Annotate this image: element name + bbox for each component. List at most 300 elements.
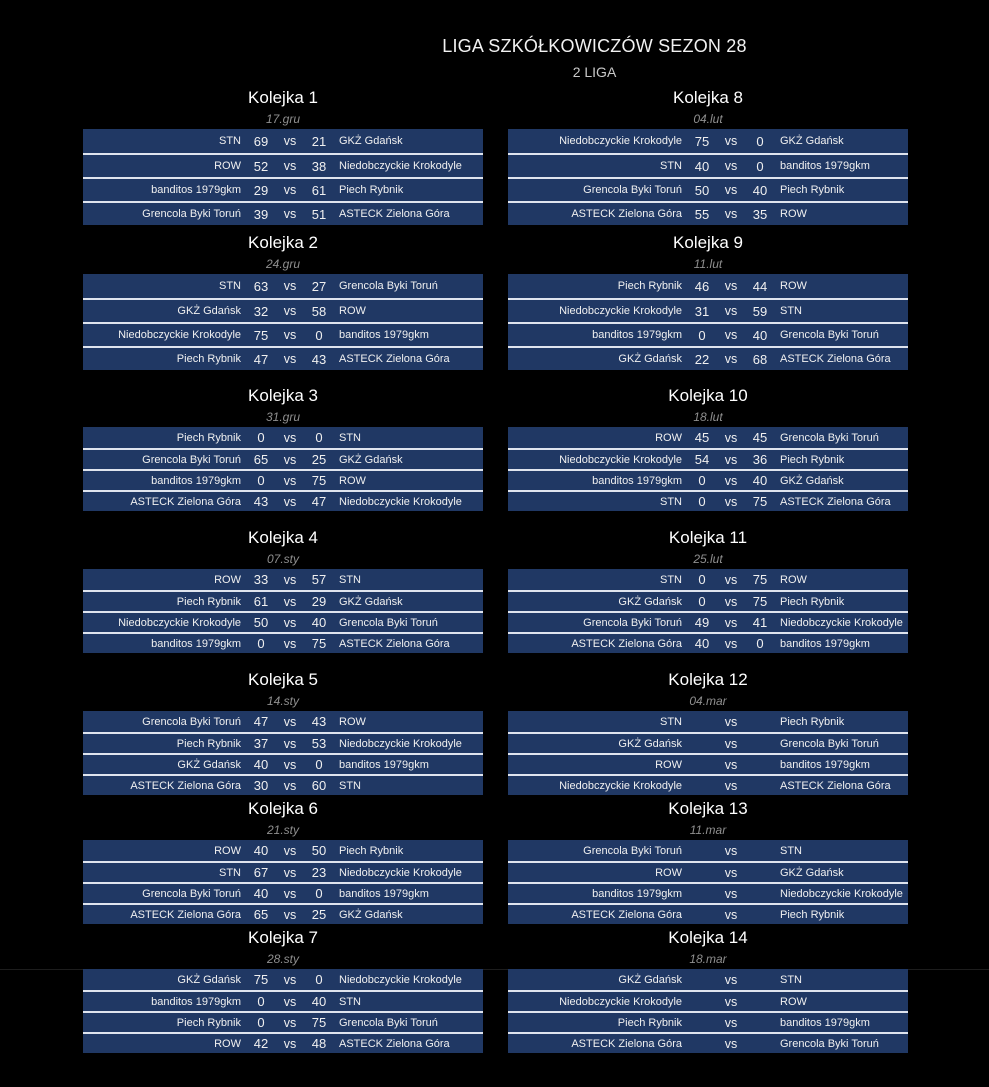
vs-label: vs — [283, 994, 297, 1009]
home-score: 0 — [698, 594, 706, 609]
away-score: 21 — [311, 133, 327, 149]
round-date: 11.lut — [693, 257, 723, 271]
away-team: Piech Rybnik — [780, 715, 845, 728]
vs-label: vs — [724, 452, 738, 467]
home-score: 40 — [253, 843, 269, 858]
page-title: LIGA SZKÓŁKOWICZÓW SEZON 28 — [442, 36, 747, 56]
match-row — [83, 711, 483, 732]
vs-label: vs — [724, 572, 738, 587]
match-row — [83, 1011, 483, 1032]
home-score: 69 — [253, 133, 269, 149]
home-score: 22 — [694, 351, 710, 367]
away-team: banditos 1979gkm — [780, 1016, 870, 1029]
away-score: 75 — [752, 494, 768, 509]
matches-table — [83, 711, 483, 795]
home-team: STN — [660, 160, 682, 172]
away-team: ASTECK Zielona Góra — [339, 353, 450, 365]
home-team: STN — [219, 866, 241, 879]
round-title: Kolejka 5 — [248, 670, 318, 689]
home-score: 29 — [253, 182, 269, 198]
away-score: 60 — [311, 778, 327, 793]
home-team: GKŻ Gdańsk — [618, 595, 682, 608]
home-score: 30 — [253, 778, 269, 793]
home-team: ASTECK Zielona Góra — [130, 908, 241, 921]
away-score: 25 — [311, 452, 327, 467]
away-score: 38 — [311, 158, 327, 174]
vs-label: vs — [283, 778, 297, 793]
home-team: ROW — [655, 758, 682, 771]
away-score: 35 — [752, 206, 768, 222]
round-title: Kolejka 12 — [668, 670, 748, 689]
vs-label: vs — [283, 183, 297, 197]
round-title: Kolejka 9 — [673, 233, 743, 252]
vs-label: vs — [283, 352, 297, 366]
home-team: STN — [660, 495, 682, 508]
home-score: 61 — [253, 594, 269, 609]
home-score: 52 — [253, 158, 269, 174]
match-row — [508, 903, 908, 924]
away-team: Niedobczyckie Krokodyle — [339, 495, 462, 508]
match-row — [83, 903, 483, 924]
away-score: 75 — [752, 572, 768, 587]
round-date: 04.mar — [689, 694, 727, 708]
home-team: Piech Rybnik — [176, 431, 241, 444]
away-team: ASTECK Zielona Góra — [339, 637, 450, 650]
home-team: Niedobczyckie Krokodyle — [559, 453, 682, 466]
away-team: banditos 1979gkm — [339, 887, 429, 900]
home-team: GKŻ Gdańsk — [618, 973, 682, 986]
matches-table — [83, 129, 483, 225]
round-title: Kolejka 11 — [668, 528, 748, 547]
match-row — [83, 774, 483, 795]
home-team: Niedobczyckie Krokodyle — [118, 616, 241, 629]
match-row — [83, 969, 483, 990]
match-row — [508, 201, 908, 225]
home-team: Grencola Byki Toruń — [583, 844, 682, 857]
vs-label: vs — [283, 159, 297, 173]
away-team: banditos 1979gkm — [780, 758, 870, 771]
away-team: ROW — [339, 474, 366, 487]
home-score: 54 — [694, 452, 710, 467]
away-team: ROW — [780, 573, 807, 586]
vs-label: vs — [283, 134, 297, 148]
home-team: Grencola Byki Toruń — [142, 887, 241, 900]
match-row — [83, 448, 483, 469]
matches-table — [83, 840, 483, 924]
home-team: ASTECK Zielona Góra — [571, 1037, 682, 1050]
home-team: ASTECK Zielona Góra — [130, 495, 241, 508]
away-team: GKŻ Gdańsk — [780, 135, 844, 147]
away-score: 0 — [315, 757, 323, 772]
vs-label: vs — [283, 207, 297, 221]
away-team: ASTECK Zielona Góra — [780, 353, 891, 365]
match-row — [508, 322, 908, 346]
away-score: 40 — [752, 182, 768, 198]
away-score: 48 — [311, 1036, 327, 1051]
vs-label: vs — [724, 430, 738, 445]
home-team: ROW — [214, 573, 241, 586]
away-score: 25 — [311, 907, 327, 922]
home-score: 50 — [694, 182, 710, 198]
away-team: Piech Rybnik — [780, 595, 845, 608]
away-score: 40 — [311, 994, 327, 1009]
home-team: ASTECK Zielona Góra — [130, 779, 241, 792]
round-title: Kolejka 3 — [248, 386, 318, 405]
away-score: 51 — [311, 206, 327, 222]
home-score: 42 — [253, 1036, 269, 1051]
matches-table — [83, 969, 483, 1053]
match-row — [83, 427, 483, 448]
away-score: 40 — [752, 473, 768, 488]
vs-label: vs — [283, 757, 297, 772]
match-row — [83, 990, 483, 1011]
match-row — [508, 469, 908, 490]
away-team: Grencola Byki Toruń — [339, 280, 438, 292]
matches-table — [83, 274, 483, 370]
away-score: 47 — [311, 494, 327, 509]
away-score: 58 — [311, 303, 327, 319]
away-team: Grencola Byki Toruń — [339, 1016, 438, 1029]
away-team: Grencola Byki Toruń — [339, 616, 438, 629]
vs-label: vs — [724, 159, 738, 173]
home-team: Niedobczyckie Krokodyle — [559, 305, 682, 317]
away-team: Niedobczyckie Krokodyle — [780, 887, 903, 900]
home-team: banditos 1979gkm — [592, 887, 682, 900]
round-title: Kolejka 13 — [668, 799, 748, 818]
vs-label: vs — [283, 615, 297, 630]
round-date: 07.sty — [266, 552, 299, 566]
round-title: Kolejka 14 — [668, 928, 748, 947]
home-team: STN — [660, 573, 682, 586]
match-row — [508, 129, 908, 153]
home-score: 0 — [257, 1015, 265, 1030]
matches-table — [508, 711, 908, 795]
home-team: banditos 1979gkm — [151, 474, 241, 487]
round-date: 24.gru — [265, 257, 301, 271]
home-team: Piech Rybnik — [617, 1016, 682, 1029]
vs-label: vs — [724, 757, 738, 772]
home-team: ASTECK Zielona Góra — [571, 637, 682, 650]
match-row — [83, 490, 483, 511]
home-score: 0 — [257, 430, 265, 445]
home-score: 67 — [253, 865, 269, 880]
match-row — [508, 1011, 908, 1032]
home-team: STN — [219, 280, 241, 292]
away-team: ASTECK Zielona Góra — [780, 495, 891, 508]
home-score: 50 — [253, 615, 269, 630]
away-score: 0 — [756, 133, 764, 149]
round-block-11 — [508, 527, 908, 653]
home-team: Piech Rybnik — [176, 353, 241, 365]
away-score: 36 — [752, 452, 768, 467]
match-row — [508, 274, 908, 298]
away-team: GKŻ Gdańsk — [339, 595, 403, 608]
round-date: 25.lut — [693, 552, 723, 566]
round-date: 17.gru — [265, 112, 301, 126]
home-score: 40 — [253, 757, 269, 772]
vs-label: vs — [724, 594, 738, 609]
home-score: 0 — [257, 636, 265, 651]
away-score: 0 — [756, 636, 764, 651]
round-block-9 — [508, 232, 908, 370]
round-date: 11.mar — [689, 823, 727, 837]
vs-label: vs — [283, 843, 297, 858]
vs-label: vs — [283, 714, 297, 729]
away-team: banditos 1979gkm — [339, 329, 429, 341]
matches-table — [508, 427, 908, 511]
home-team: Piech Rybnik — [176, 1016, 241, 1029]
match-row — [83, 569, 483, 590]
match-row — [83, 153, 483, 177]
away-team: ROW — [780, 280, 807, 292]
away-team: Grencola Byki Toruń — [780, 1037, 879, 1050]
round-block-14 — [508, 927, 908, 1053]
match-row — [83, 129, 483, 153]
home-score: 40 — [253, 886, 269, 901]
round-block-10 — [508, 385, 908, 511]
round-block-4 — [83, 527, 483, 653]
home-score: 0 — [698, 327, 706, 343]
match-row — [83, 346, 483, 370]
vs-label: vs — [283, 636, 297, 651]
home-team: STN — [660, 715, 682, 728]
vs-label: vs — [724, 994, 738, 1009]
home-team: banditos 1979gkm — [592, 474, 682, 487]
match-row — [83, 177, 483, 201]
match-row — [83, 611, 483, 632]
match-row — [508, 969, 908, 990]
vs-label: vs — [283, 328, 297, 342]
vs-label: vs — [724, 843, 738, 858]
home-team: ROW — [655, 866, 682, 879]
matches-table — [508, 129, 908, 225]
away-score: 50 — [311, 843, 327, 858]
vs-label: vs — [724, 207, 738, 221]
vs-label: vs — [724, 886, 738, 901]
round-date: 28.sty — [266, 952, 299, 966]
away-team: Grencola Byki Toruń — [780, 329, 879, 341]
match-row — [508, 153, 908, 177]
home-team: Piech Rybnik — [176, 737, 241, 750]
away-team: STN — [780, 305, 802, 317]
away-team: ASTECK Zielona Góra — [339, 1037, 450, 1050]
away-team: GKŻ Gdańsk — [339, 908, 403, 921]
away-team: ASTECK Zielona Góra — [339, 208, 450, 220]
home-team: ASTECK Zielona Góra — [571, 208, 682, 220]
vs-label: vs — [724, 304, 738, 318]
vs-label: vs — [283, 572, 297, 587]
match-row — [508, 427, 908, 448]
home-team: Niedobczyckie Krokodyle — [118, 329, 241, 341]
away-score: 45 — [752, 430, 768, 445]
vs-label: vs — [724, 279, 738, 293]
home-score: 40 — [694, 636, 710, 651]
vs-label: vs — [724, 714, 738, 729]
home-score: 43 — [253, 494, 269, 509]
round-title: Kolejka 10 — [668, 386, 748, 405]
away-team: ROW — [780, 995, 807, 1008]
match-row — [83, 753, 483, 774]
home-team: banditos 1979gkm — [151, 637, 241, 650]
away-team: ROW — [780, 208, 807, 220]
vs-label: vs — [283, 473, 297, 488]
away-score: 75 — [752, 594, 768, 609]
away-team: Piech Rybnik — [780, 908, 845, 921]
home-team: GKŻ Gdańsk — [177, 973, 241, 986]
match-row — [508, 1032, 908, 1053]
match-row — [508, 298, 908, 322]
home-score: 49 — [694, 615, 710, 630]
round-title: Kolejka 8 — [673, 88, 743, 107]
match-row — [508, 882, 908, 903]
match-row — [83, 298, 483, 322]
round-block-12 — [508, 669, 908, 795]
vs-label: vs — [724, 494, 738, 509]
home-score: 75 — [253, 972, 269, 987]
round-block-1 — [83, 87, 483, 225]
away-score: 29 — [311, 594, 327, 609]
vs-label: vs — [724, 972, 738, 987]
vs-label: vs — [724, 778, 738, 793]
home-score: 65 — [253, 907, 269, 922]
vs-label: vs — [724, 183, 738, 197]
away-score: 0 — [756, 158, 764, 174]
round-title: Kolejka 6 — [248, 799, 318, 818]
vs-label: vs — [724, 352, 738, 366]
home-score: 75 — [253, 327, 269, 343]
home-team: Grencola Byki Toruń — [583, 616, 682, 629]
home-team: Grencola Byki Toruń — [142, 715, 241, 728]
away-score: 0 — [315, 886, 323, 901]
home-team: GKŻ Gdańsk — [618, 353, 682, 365]
vs-label: vs — [724, 907, 738, 922]
round-title: Kolejka 4 — [248, 528, 318, 547]
away-team: Piech Rybnik — [339, 184, 404, 196]
round-block-7 — [83, 927, 483, 1053]
away-team: banditos 1979gkm — [780, 160, 870, 172]
vs-label: vs — [724, 1036, 738, 1051]
vs-label: vs — [283, 494, 297, 509]
away-team: STN — [339, 779, 361, 792]
match-row — [508, 861, 908, 882]
matches-table — [508, 840, 908, 924]
match-row — [508, 611, 908, 632]
away-score: 57 — [311, 572, 327, 587]
home-score: 39 — [253, 206, 269, 222]
home-team: Niedobczyckie Krokodyle — [559, 779, 682, 792]
home-team: ROW — [655, 431, 682, 444]
match-row — [508, 490, 908, 511]
vs-label: vs — [724, 736, 738, 751]
away-score: 27 — [311, 278, 327, 294]
away-team: banditos 1979gkm — [780, 637, 870, 650]
match-row — [508, 711, 908, 732]
home-team: banditos 1979gkm — [592, 329, 682, 341]
away-team: ROW — [339, 715, 366, 728]
match-row — [508, 753, 908, 774]
away-score: 43 — [311, 351, 327, 367]
away-team: GKŻ Gdańsk — [780, 866, 844, 879]
vs-label: vs — [283, 972, 297, 987]
away-score: 41 — [752, 615, 768, 630]
round-date: 21.sty — [266, 823, 299, 837]
away-score: 75 — [311, 473, 327, 488]
match-row — [83, 840, 483, 861]
match-row — [83, 469, 483, 490]
match-row — [83, 274, 483, 298]
match-row — [508, 177, 908, 201]
home-score: 75 — [694, 133, 710, 149]
home-score: 0 — [257, 994, 265, 1009]
match-row — [83, 322, 483, 346]
home-score: 33 — [253, 572, 269, 587]
home-team: ROW — [214, 844, 241, 857]
match-row — [83, 732, 483, 753]
round-date: 31.gru — [265, 410, 301, 424]
away-team: Niedobczyckie Krokodyle — [780, 616, 903, 629]
match-row — [508, 632, 908, 653]
away-team: STN — [339, 431, 361, 444]
vs-label: vs — [724, 134, 738, 148]
home-team: GKŻ Gdańsk — [177, 305, 241, 317]
away-score: 59 — [752, 303, 768, 319]
home-score: 65 — [253, 452, 269, 467]
home-score: 0 — [698, 572, 706, 587]
away-team: STN — [339, 573, 361, 586]
round-date: 04.lut — [693, 112, 723, 126]
round-block-2 — [83, 232, 483, 370]
away-score: 0 — [315, 327, 323, 343]
away-team: banditos 1979gkm — [339, 758, 429, 771]
matches-table — [83, 569, 483, 653]
vs-label: vs — [724, 636, 738, 651]
away-team: STN — [780, 973, 802, 986]
away-score: 43 — [311, 714, 327, 729]
away-score: 44 — [752, 278, 768, 294]
match-row — [508, 732, 908, 753]
match-row — [508, 346, 908, 370]
away-team: Piech Rybnik — [780, 184, 845, 196]
away-team: ROW — [339, 305, 366, 317]
home-team: ROW — [214, 1037, 241, 1050]
home-team: Piech Rybnik — [176, 595, 241, 608]
away-score: 23 — [311, 865, 327, 880]
vs-label: vs — [283, 594, 297, 609]
home-team: Grencola Byki Toruń — [142, 453, 241, 466]
match-row — [83, 632, 483, 653]
away-team: Niedobczyckie Krokodyle — [339, 973, 462, 986]
league-subtitle: 2 LIGA — [572, 64, 617, 80]
home-score: 47 — [253, 351, 269, 367]
home-team: banditos 1979gkm — [151, 184, 241, 196]
home-team: banditos 1979gkm — [151, 995, 241, 1008]
home-team: Grencola Byki Toruń — [142, 208, 241, 220]
away-score: 40 — [311, 615, 327, 630]
away-score: 40 — [752, 327, 768, 343]
round-date: 18.mar — [689, 952, 727, 966]
match-row — [83, 1032, 483, 1053]
match-row — [508, 840, 908, 861]
matches-table — [83, 427, 483, 511]
round-date: 18.lut — [693, 410, 723, 424]
home-team: Piech Rybnik — [617, 280, 682, 292]
vs-label: vs — [283, 736, 297, 751]
away-score: 61 — [311, 182, 327, 198]
away-team: Piech Rybnik — [780, 453, 845, 466]
matches-table — [508, 569, 908, 653]
vs-label: vs — [724, 1015, 738, 1030]
home-team: GKŻ Gdańsk — [177, 758, 241, 771]
